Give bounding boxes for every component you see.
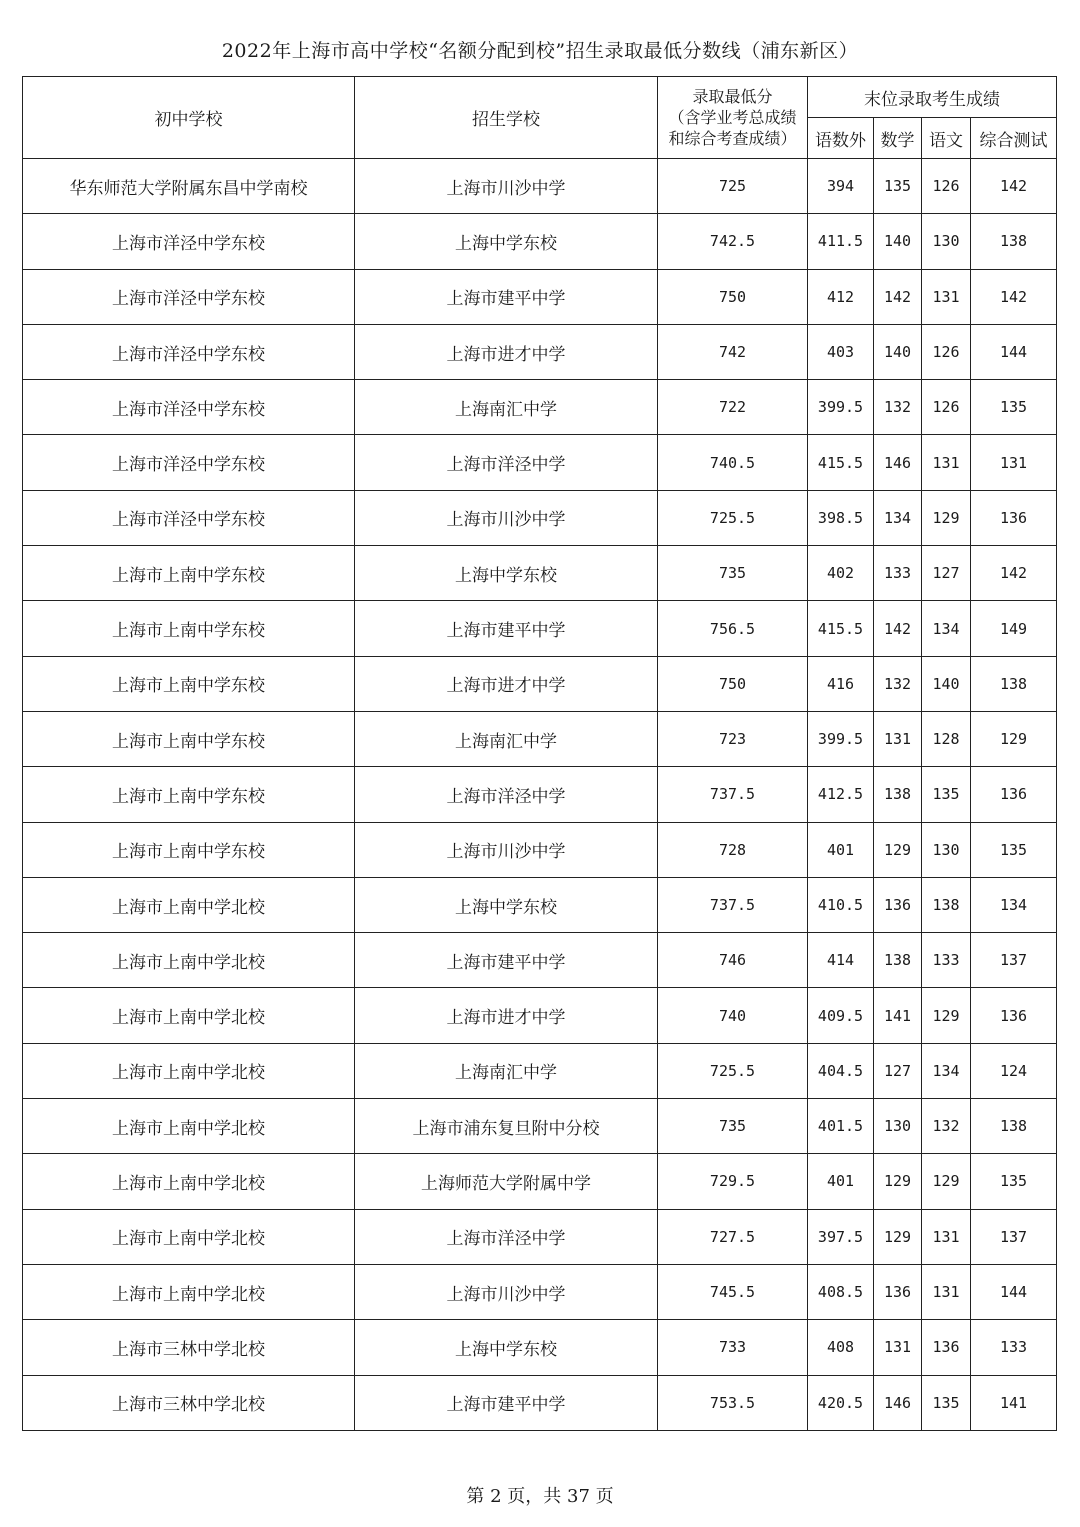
cell-math: 132 bbox=[874, 656, 922, 711]
table-row bbox=[23, 1043, 1057, 1098]
cell-yushuwai: 408.5 bbox=[808, 1264, 874, 1319]
cell-middle-school: 上海市上南中学北校 bbox=[23, 1264, 355, 1319]
cell-yushuwai: 397.5 bbox=[808, 1209, 874, 1264]
cell-min-score: 728 bbox=[658, 822, 808, 877]
cell-middle-school: 上海市上南中学北校 bbox=[23, 1099, 355, 1154]
cell-middle-school: 上海市三林中学北校 bbox=[23, 1320, 355, 1375]
cell-chinese: 128 bbox=[922, 711, 971, 766]
cell-yushuwai: 398.5 bbox=[808, 490, 874, 545]
cell-middle-school: 上海市上南中学北校 bbox=[23, 1043, 355, 1098]
cell-middle-school: 上海市洋泾中学东校 bbox=[23, 380, 355, 435]
table-row bbox=[23, 324, 1057, 379]
cell-min-score: 740 bbox=[658, 988, 808, 1043]
cell-chinese: 140 bbox=[922, 656, 971, 711]
cell-min-score: 750 bbox=[658, 656, 808, 711]
header-min-score-line3: 和综合考查成绩） bbox=[668, 129, 797, 148]
header-min-score-line2: （含学业考总成绩 bbox=[668, 108, 797, 127]
cell-comprehensive: 138 bbox=[971, 656, 1057, 711]
cell-comprehensive: 142 bbox=[971, 269, 1057, 324]
table-row bbox=[23, 380, 1057, 435]
cell-comprehensive: 133 bbox=[971, 1320, 1057, 1375]
cell-middle-school: 上海市上南中学北校 bbox=[23, 933, 355, 988]
cell-high-school: 上海市进才中学 bbox=[355, 656, 658, 711]
table-row bbox=[23, 1264, 1057, 1319]
cell-high-school: 上海市浦东复旦附中分校 bbox=[355, 1099, 658, 1154]
cell-comprehensive: 135 bbox=[971, 380, 1057, 435]
cell-high-school: 上海南汇中学 bbox=[355, 380, 658, 435]
table-row bbox=[23, 767, 1057, 822]
cell-chinese: 131 bbox=[922, 1264, 971, 1319]
cell-yushuwai: 399.5 bbox=[808, 380, 874, 435]
cell-high-school: 上海市川沙中学 bbox=[355, 822, 658, 877]
cell-chinese: 133 bbox=[922, 933, 971, 988]
cell-chinese: 129 bbox=[922, 490, 971, 545]
cell-yushuwai: 415.5 bbox=[808, 435, 874, 490]
cell-yushuwai: 411.5 bbox=[808, 214, 874, 269]
cell-min-score: 735 bbox=[658, 546, 808, 601]
cell-yushuwai: 404.5 bbox=[808, 1043, 874, 1098]
cell-middle-school: 上海市洋泾中学东校 bbox=[23, 269, 355, 324]
cell-math: 146 bbox=[874, 435, 922, 490]
cell-comprehensive: 129 bbox=[971, 711, 1057, 766]
cell-middle-school: 上海市三林中学北校 bbox=[23, 1375, 355, 1430]
cell-math: 138 bbox=[874, 933, 922, 988]
cell-min-score: 737.5 bbox=[658, 877, 808, 932]
cell-chinese: 138 bbox=[922, 877, 971, 932]
cell-chinese: 135 bbox=[922, 767, 971, 822]
table-row bbox=[23, 933, 1057, 988]
cell-math: 129 bbox=[874, 1209, 922, 1264]
page-footer: 第 2 页，共 37 页 bbox=[466, 1486, 614, 1507]
cell-high-school: 上海市进才中学 bbox=[355, 324, 658, 379]
cell-min-score: 737.5 bbox=[658, 767, 808, 822]
cell-chinese: 135 bbox=[922, 1375, 971, 1430]
header-middle-school: 初中学校 bbox=[23, 77, 355, 159]
table-row bbox=[23, 988, 1057, 1043]
cell-middle-school: 上海市上南中学北校 bbox=[23, 877, 355, 932]
cell-yushuwai: 402 bbox=[808, 546, 874, 601]
cell-min-score: 729.5 bbox=[658, 1154, 808, 1209]
cell-comprehensive: 136 bbox=[971, 767, 1057, 822]
cell-comprehensive: 141 bbox=[971, 1375, 1057, 1430]
cell-min-score: 742 bbox=[658, 324, 808, 379]
cell-yushuwai: 401.5 bbox=[808, 1099, 874, 1154]
cell-comprehensive: 137 bbox=[971, 1209, 1057, 1264]
cell-middle-school: 上海市洋泾中学东校 bbox=[23, 490, 355, 545]
cell-high-school: 上海中学东校 bbox=[355, 214, 658, 269]
cell-yushuwai: 412 bbox=[808, 269, 874, 324]
cell-comprehensive: 135 bbox=[971, 822, 1057, 877]
cell-high-school: 上海师范大学附属中学 bbox=[355, 1154, 658, 1209]
table-row bbox=[23, 159, 1057, 214]
cell-middle-school: 上海市上南中学东校 bbox=[23, 767, 355, 822]
cell-yushuwai: 410.5 bbox=[808, 877, 874, 932]
cell-min-score: 722 bbox=[658, 380, 808, 435]
cell-yushuwai: 408 bbox=[808, 1320, 874, 1375]
header-last-admitted-scores: 末位录取考生成绩 bbox=[808, 77, 1057, 118]
cell-math: 131 bbox=[874, 1320, 922, 1375]
table-row bbox=[23, 269, 1057, 324]
cell-yushuwai: 394 bbox=[808, 159, 874, 214]
cell-chinese: 130 bbox=[922, 822, 971, 877]
cell-math: 129 bbox=[874, 822, 922, 877]
cell-high-school: 上海市进才中学 bbox=[355, 988, 658, 1043]
cell-chinese: 130 bbox=[922, 214, 971, 269]
cell-yushuwai: 420.5 bbox=[808, 1375, 874, 1430]
cell-min-score: 745.5 bbox=[658, 1264, 808, 1319]
header-high-school: 招生学校 bbox=[355, 77, 658, 159]
cell-yushuwai: 409.5 bbox=[808, 988, 874, 1043]
table-row bbox=[23, 1375, 1057, 1430]
cell-min-score: 735 bbox=[658, 1099, 808, 1154]
cell-middle-school: 上海市上南中学东校 bbox=[23, 822, 355, 877]
cell-chinese: 131 bbox=[922, 269, 971, 324]
cell-comprehensive: 136 bbox=[971, 490, 1057, 545]
cell-yushuwai: 399.5 bbox=[808, 711, 874, 766]
table-body bbox=[23, 159, 1057, 1431]
cell-chinese: 136 bbox=[922, 1320, 971, 1375]
table-row bbox=[23, 601, 1057, 656]
cell-high-school: 上海市川沙中学 bbox=[355, 490, 658, 545]
cell-math: 138 bbox=[874, 767, 922, 822]
cell-high-school: 上海市洋泾中学 bbox=[355, 1209, 658, 1264]
cell-middle-school: 上海市洋泾中学东校 bbox=[23, 324, 355, 379]
cell-comprehensive: 142 bbox=[971, 159, 1057, 214]
cell-math: 134 bbox=[874, 490, 922, 545]
cell-min-score: 746 bbox=[658, 933, 808, 988]
table-row bbox=[23, 1209, 1057, 1264]
admission-score-table bbox=[22, 76, 1057, 1431]
cell-math: 130 bbox=[874, 1099, 922, 1154]
cell-math: 142 bbox=[874, 601, 922, 656]
cell-high-school: 上海市川沙中学 bbox=[355, 159, 658, 214]
header-chinese: 语文 bbox=[922, 118, 971, 159]
cell-comprehensive: 134 bbox=[971, 877, 1057, 932]
cell-chinese: 127 bbox=[922, 546, 971, 601]
cell-math: 140 bbox=[874, 214, 922, 269]
cell-yushuwai: 403 bbox=[808, 324, 874, 379]
cell-math: 129 bbox=[874, 1154, 922, 1209]
cell-middle-school: 上海市上南中学东校 bbox=[23, 656, 355, 711]
cell-chinese: 126 bbox=[922, 380, 971, 435]
cell-math: 136 bbox=[874, 1264, 922, 1319]
cell-high-school: 上海市建平中学 bbox=[355, 933, 658, 988]
header-min-score bbox=[658, 77, 808, 159]
cell-min-score: 725 bbox=[658, 159, 808, 214]
table-row bbox=[23, 877, 1057, 932]
cell-min-score: 753.5 bbox=[658, 1375, 808, 1430]
header-min-score-line1: 录取最低分 bbox=[692, 87, 773, 106]
table-row bbox=[23, 214, 1057, 269]
cell-chinese: 132 bbox=[922, 1099, 971, 1154]
cell-high-school: 上海市川沙中学 bbox=[355, 1264, 658, 1319]
cell-comprehensive: 138 bbox=[971, 1099, 1057, 1154]
cell-math: 142 bbox=[874, 269, 922, 324]
header-yushuwai: 语数外 bbox=[808, 118, 874, 159]
cell-chinese: 126 bbox=[922, 324, 971, 379]
header-math: 数学 bbox=[874, 118, 922, 159]
cell-high-school: 上海中学东校 bbox=[355, 877, 658, 932]
cell-comprehensive: 144 bbox=[971, 324, 1057, 379]
cell-middle-school: 上海市上南中学北校 bbox=[23, 1154, 355, 1209]
cell-high-school: 上海南汇中学 bbox=[355, 1043, 658, 1098]
table-row bbox=[23, 490, 1057, 545]
table-row bbox=[23, 1099, 1057, 1154]
cell-min-score: 727.5 bbox=[658, 1209, 808, 1264]
cell-yushuwai: 416 bbox=[808, 656, 874, 711]
cell-yushuwai: 412.5 bbox=[808, 767, 874, 822]
cell-math: 127 bbox=[874, 1043, 922, 1098]
cell-high-school: 上海南汇中学 bbox=[355, 711, 658, 766]
cell-yushuwai: 414 bbox=[808, 933, 874, 988]
cell-middle-school: 上海市上南中学北校 bbox=[23, 1209, 355, 1264]
cell-yushuwai: 401 bbox=[808, 1154, 874, 1209]
cell-high-school: 上海市建平中学 bbox=[355, 601, 658, 656]
cell-math: 141 bbox=[874, 988, 922, 1043]
cell-math: 133 bbox=[874, 546, 922, 601]
cell-comprehensive: 138 bbox=[971, 214, 1057, 269]
cell-comprehensive: 137 bbox=[971, 933, 1057, 988]
cell-high-school: 上海市建平中学 bbox=[355, 269, 658, 324]
cell-middle-school: 上海市洋泾中学东校 bbox=[23, 435, 355, 490]
cell-min-score: 740.5 bbox=[658, 435, 808, 490]
cell-chinese: 134 bbox=[922, 601, 971, 656]
table-row bbox=[23, 711, 1057, 766]
cell-middle-school: 华东师范大学附属东昌中学南校 bbox=[23, 159, 355, 214]
cell-high-school: 上海市洋泾中学 bbox=[355, 767, 658, 822]
cell-high-school: 上海中学东校 bbox=[355, 1320, 658, 1375]
table-row bbox=[23, 1320, 1057, 1375]
cell-middle-school: 上海市洋泾中学东校 bbox=[23, 214, 355, 269]
cell-comprehensive: 144 bbox=[971, 1264, 1057, 1319]
cell-min-score: 723 bbox=[658, 711, 808, 766]
table-row bbox=[23, 435, 1057, 490]
cell-yushuwai: 415.5 bbox=[808, 601, 874, 656]
cell-math: 131 bbox=[874, 711, 922, 766]
cell-min-score: 742.5 bbox=[658, 214, 808, 269]
cell-middle-school: 上海市上南中学东校 bbox=[23, 546, 355, 601]
cell-comprehensive: 136 bbox=[971, 988, 1057, 1043]
table-row bbox=[23, 1154, 1057, 1209]
cell-min-score: 725.5 bbox=[658, 490, 808, 545]
cell-math: 132 bbox=[874, 380, 922, 435]
cell-middle-school: 上海市上南中学东校 bbox=[23, 711, 355, 766]
cell-comprehensive: 142 bbox=[971, 546, 1057, 601]
cell-high-school: 上海中学东校 bbox=[355, 546, 658, 601]
table-header bbox=[23, 77, 1057, 159]
cell-comprehensive: 131 bbox=[971, 435, 1057, 490]
cell-math: 140 bbox=[874, 324, 922, 379]
cell-middle-school: 上海市上南中学北校 bbox=[23, 988, 355, 1043]
table-row bbox=[23, 822, 1057, 877]
cell-comprehensive: 149 bbox=[971, 601, 1057, 656]
cell-chinese: 129 bbox=[922, 988, 971, 1043]
cell-middle-school: 上海市上南中学东校 bbox=[23, 601, 355, 656]
cell-min-score: 750 bbox=[658, 269, 808, 324]
cell-comprehensive: 124 bbox=[971, 1043, 1057, 1098]
cell-chinese: 126 bbox=[922, 159, 971, 214]
cell-chinese: 134 bbox=[922, 1043, 971, 1098]
cell-min-score: 756.5 bbox=[658, 601, 808, 656]
cell-high-school: 上海市建平中学 bbox=[355, 1375, 658, 1430]
cell-yushuwai: 401 bbox=[808, 822, 874, 877]
header-comprehensive: 综合测试 bbox=[971, 118, 1057, 159]
cell-math: 146 bbox=[874, 1375, 922, 1430]
cell-min-score: 725.5 bbox=[658, 1043, 808, 1098]
cell-math: 135 bbox=[874, 159, 922, 214]
cell-min-score: 733 bbox=[658, 1320, 808, 1375]
table-row bbox=[23, 656, 1057, 711]
cell-high-school: 上海市洋泾中学 bbox=[355, 435, 658, 490]
cell-comprehensive: 135 bbox=[971, 1154, 1057, 1209]
cell-chinese: 131 bbox=[922, 1209, 971, 1264]
cell-math: 136 bbox=[874, 877, 922, 932]
table-row bbox=[23, 546, 1057, 601]
cell-chinese: 131 bbox=[922, 435, 971, 490]
cell-chinese: 129 bbox=[922, 1154, 971, 1209]
document-title: 2022年上海市高中学校“名额分配到校”招生录取最低分数线（浦东新区） bbox=[221, 40, 859, 62]
